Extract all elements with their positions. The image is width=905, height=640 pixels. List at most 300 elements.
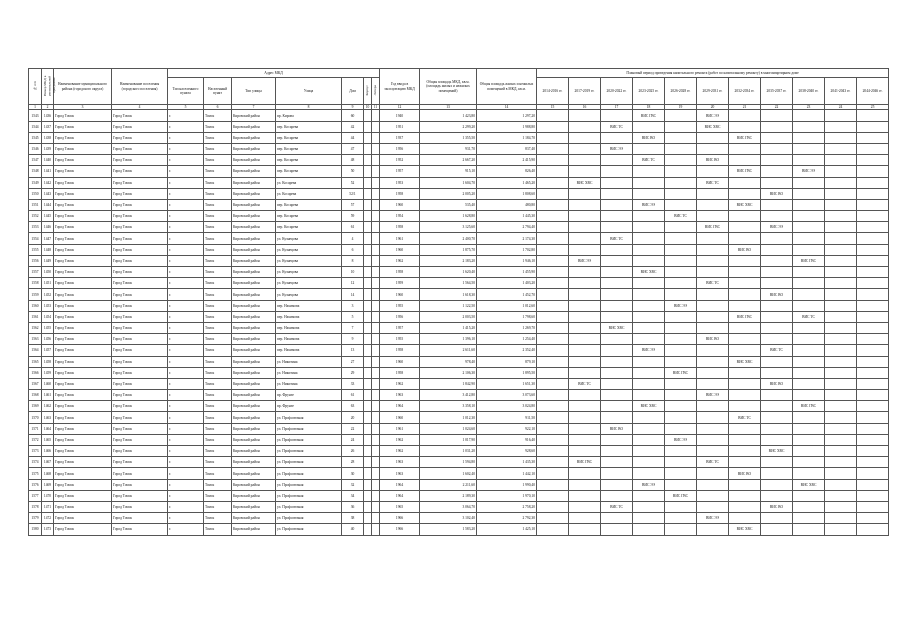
row-settlement: Город Томск <box>112 501 168 512</box>
row-street-type: Кировский район <box>232 367 276 378</box>
row-period-works <box>793 490 825 501</box>
row-korpus <box>364 311 372 322</box>
column-number: 25 <box>857 105 889 110</box>
row-house: 12 <box>342 278 364 289</box>
row-area: 1 355,50 <box>420 132 477 143</box>
row-period-works <box>857 412 889 423</box>
row-period-works: ВИС ЭЭ <box>633 345 665 356</box>
row-period-works <box>633 457 665 468</box>
row-street: ул. Профсоюзная <box>276 457 342 468</box>
row-number: 1560 <box>29 300 42 311</box>
row-korpus <box>364 378 372 389</box>
row-reg-number: 1459 <box>42 367 54 378</box>
row-year: 1960 <box>380 356 420 367</box>
table-row <box>29 211 889 222</box>
table-row <box>29 513 889 524</box>
row-period-works <box>633 188 665 199</box>
row-place-type: г. <box>168 155 204 166</box>
row-reg-number: 1442 <box>42 177 54 188</box>
row-period-works <box>665 244 697 255</box>
row-place: Томск <box>204 132 232 143</box>
row-municipality: Город Томск <box>54 390 112 401</box>
row-street-type: Кировский район <box>232 378 276 389</box>
row-municipality: Город Томск <box>54 334 112 345</box>
row-place: Томск <box>204 110 232 121</box>
row-period-works <box>697 345 729 356</box>
row-period-works <box>537 501 569 512</box>
row-period-works <box>665 390 697 401</box>
row-area: 2 183,20 <box>420 255 477 266</box>
row-settlement: Город Томск <box>112 412 168 423</box>
table-row <box>29 143 889 154</box>
row-place: Томск <box>204 490 232 501</box>
row-period-works <box>857 468 889 479</box>
row-period-works <box>729 390 761 401</box>
row-area: 1 122,50 <box>420 300 477 311</box>
row-period-works <box>825 300 857 311</box>
row-period-works: ВИС ВО <box>697 334 729 345</box>
row-street: ул. Кузнецова <box>276 267 342 278</box>
row-municipality: Город Томск <box>54 267 112 278</box>
row-period-works <box>825 367 857 378</box>
row-rooms-area: 3 024,80 <box>477 401 537 412</box>
row-street-type: Кировский район <box>232 446 276 457</box>
row-municipality: Город Томск <box>54 244 112 255</box>
row-period-works <box>601 367 633 378</box>
row-rooms-area: 1 946,10 <box>477 255 537 266</box>
row-period-works <box>633 289 665 300</box>
row-year: 1965 <box>380 501 420 512</box>
row-street-type: Кировский район <box>232 132 276 143</box>
row-period-works <box>825 155 857 166</box>
row-settlement: Город Томск <box>112 244 168 255</box>
column-number: 23 <box>793 105 825 110</box>
row-area: 2 106,30 <box>420 367 477 378</box>
row-place-type: г. <box>168 446 204 457</box>
row-place-type: г. <box>168 278 204 289</box>
row-period-works: ВИС ТС <box>761 345 793 356</box>
row-period-works <box>729 367 761 378</box>
row-settlement: Город Томск <box>112 457 168 468</box>
row-litera <box>372 423 380 434</box>
row-litera <box>372 211 380 222</box>
row-period-works <box>665 199 697 210</box>
row-period-works <box>633 423 665 434</box>
period-header: 2020-2022 гг. <box>601 78 633 105</box>
table-row <box>29 233 889 244</box>
row-year: 1961 <box>380 233 420 244</box>
row-period-works: ВИС ГВС <box>729 311 761 322</box>
row-period-works <box>729 490 761 501</box>
row-period-works <box>857 166 889 177</box>
row-period-works <box>729 300 761 311</box>
row-house: 33 <box>342 378 364 389</box>
row-period-works <box>537 524 569 535</box>
row-korpus <box>364 267 372 278</box>
row-period-works <box>825 401 857 412</box>
row-reg-number: 1452 <box>42 289 54 300</box>
row-litera <box>372 233 380 244</box>
column-number: 5 <box>168 105 204 110</box>
row-period-works <box>857 267 889 278</box>
row-period-works <box>633 300 665 311</box>
row-period-works <box>793 390 825 401</box>
row-period-works <box>825 524 857 535</box>
row-period-works <box>601 401 633 412</box>
row-period-works <box>729 345 761 356</box>
row-period-works <box>729 322 761 333</box>
row-period-works: ВИС ТС <box>569 378 601 389</box>
row-rooms-area: 1 455,90 <box>477 267 537 278</box>
row-place-type: г. <box>168 289 204 300</box>
row-place: Томск <box>204 267 232 278</box>
row-period-works <box>537 412 569 423</box>
row-period-works <box>569 132 601 143</box>
row-period-works <box>665 356 697 367</box>
row-period-works <box>569 110 601 121</box>
row-period-works <box>633 166 665 177</box>
row-street-type: Кировский район <box>232 121 276 132</box>
row-street-type: Кировский район <box>232 401 276 412</box>
row-street-type: Кировский район <box>232 289 276 300</box>
row-area: 2 299,20 <box>420 121 477 132</box>
row-litera <box>372 244 380 255</box>
row-period-works <box>825 188 857 199</box>
row-period-works <box>601 434 633 445</box>
column-number: 8 <box>276 105 342 110</box>
row-period-works <box>729 211 761 222</box>
row-place-type: г. <box>168 468 204 479</box>
row-period-works <box>633 177 665 188</box>
row-period-works <box>793 513 825 524</box>
row-period-works <box>537 132 569 143</box>
row-period-works <box>537 390 569 401</box>
row-period-works: ВИС ЭЭ <box>601 143 633 154</box>
row-street-type: Кировский район <box>232 188 276 199</box>
row-litera <box>372 110 380 121</box>
row-period-works <box>569 155 601 166</box>
row-year: 1952 <box>380 155 420 166</box>
row-street: пер. Нахимова <box>276 334 342 345</box>
row-korpus <box>364 166 372 177</box>
row-period-works <box>697 501 729 512</box>
row-litera <box>372 513 380 524</box>
row-street: ул. Кузнецова <box>276 255 342 266</box>
row-period-works <box>633 356 665 367</box>
row-settlement: Город Томск <box>112 423 168 434</box>
row-period-works <box>793 345 825 356</box>
row-number: 1572 <box>29 434 42 445</box>
row-house: 52 <box>342 177 364 188</box>
row-municipality: Город Томск <box>54 177 112 188</box>
row-litera <box>372 501 380 512</box>
row-period-works <box>857 401 889 412</box>
row-rooms-area: 1 254,40 <box>477 334 537 345</box>
row-reg-number: 1439 <box>42 143 54 154</box>
table-row <box>29 121 889 132</box>
row-reg-number: 1467 <box>42 457 54 468</box>
row-street: ул. Профсоюзная <box>276 412 342 423</box>
row-period-works: ВИС ВО <box>601 423 633 434</box>
row-period-works <box>825 378 857 389</box>
row-house: 14 <box>342 289 364 300</box>
row-number: 1577 <box>29 490 42 501</box>
row-year: 1955 <box>380 334 420 345</box>
row-street: пер. Косарева <box>276 132 342 143</box>
row-period-works <box>537 188 569 199</box>
period-header: 2038-2040 гг. <box>793 78 825 105</box>
row-place: Томск <box>204 322 232 333</box>
row-house: 26 <box>342 446 364 457</box>
row-house: 8 <box>342 255 364 266</box>
row-period-works <box>569 501 601 512</box>
row-period-works: ВИС ХВС <box>601 322 633 333</box>
row-place-type: г. <box>168 233 204 244</box>
row-period-works: ВИС ВО <box>697 155 729 166</box>
row-area: 1 415,20 <box>420 322 477 333</box>
row-period-works <box>665 267 697 278</box>
row-rooms-area: 1 445,30 <box>477 211 537 222</box>
period-header: 2014-2016 гг. <box>537 78 569 105</box>
row-period-works <box>857 177 889 188</box>
row-year: 1962 <box>380 255 420 266</box>
row-street: пер. Нахимова <box>276 322 342 333</box>
row-period-works <box>761 211 793 222</box>
row-place: Томск <box>204 367 232 378</box>
row-period-works <box>537 345 569 356</box>
row-place: Томск <box>204 356 232 367</box>
row-period-works <box>761 110 793 121</box>
table-row <box>29 132 889 143</box>
row-period-works <box>633 143 665 154</box>
row-municipality: Город Томск <box>54 468 112 479</box>
row-place-type: г. <box>168 121 204 132</box>
row-period-works <box>857 300 889 311</box>
row-period-works <box>857 121 889 132</box>
row-period-works <box>665 188 697 199</box>
row-reg-number: 1473 <box>42 524 54 535</box>
row-period-works <box>569 278 601 289</box>
row-number: 1552 <box>29 211 42 222</box>
row-settlement: Город Томск <box>112 378 168 389</box>
row-house: 5 <box>342 311 364 322</box>
period-header: 2032-2034 гг. <box>729 78 761 105</box>
row-rooms-area: 916,40 <box>477 434 537 445</box>
row-period-works: ВИС ХВС <box>729 356 761 367</box>
row-period-works <box>793 434 825 445</box>
row-period-works: ВИС ВО <box>761 289 793 300</box>
row-period-works <box>729 222 761 233</box>
row-street-type: Кировский район <box>232 468 276 479</box>
row-reg-number: 1447 <box>42 233 54 244</box>
row-area: 978,40 <box>420 356 477 367</box>
row-place: Томск <box>204 143 232 154</box>
row-place: Томск <box>204 199 232 210</box>
row-year: 1962 <box>380 434 420 445</box>
row-street: ул. Профсоюзная <box>276 446 342 457</box>
row-place: Томск <box>204 311 232 322</box>
row-korpus <box>364 199 372 210</box>
row-house: 50 <box>342 166 364 177</box>
row-year: 1966 <box>380 513 420 524</box>
row-street: ул. Профсоюзная <box>276 524 342 535</box>
row-period-works <box>601 524 633 535</box>
row-area: 1 628,80 <box>420 211 477 222</box>
row-street-type: Кировский район <box>232 244 276 255</box>
row-rooms-area: 1 798,60 <box>477 311 537 322</box>
row-period-works: ВИС ЭЭ <box>793 166 825 177</box>
row-period-works <box>537 110 569 121</box>
row-area: 2 005,20 <box>420 188 477 199</box>
row-period-works <box>857 513 889 524</box>
table-row <box>29 278 889 289</box>
row-street-type: Кировский район <box>232 501 276 512</box>
row-settlement: Город Томск <box>112 334 168 345</box>
row-area: 1 618,30 <box>420 289 477 300</box>
row-municipality: Город Томск <box>54 222 112 233</box>
row-house: 13 <box>342 345 364 356</box>
row-period-works <box>537 311 569 322</box>
row-period-works: ВИС ТС <box>697 278 729 289</box>
row-period-works <box>825 513 857 524</box>
table-row <box>29 222 889 233</box>
row-rooms-area: 1 988,80 <box>477 121 537 132</box>
row-place: Томск <box>204 345 232 356</box>
row-litera <box>372 155 380 166</box>
row-period-works <box>537 401 569 412</box>
table-row <box>29 289 889 300</box>
row-reg-number: 1456 <box>42 334 54 345</box>
row-place-type: г. <box>168 423 204 434</box>
row-settlement: Город Томск <box>112 311 168 322</box>
row-street-type: Кировский район <box>232 513 276 524</box>
row-korpus <box>364 155 372 166</box>
period-header: 2041-2043 гг. <box>825 78 857 105</box>
row-period-works <box>665 524 697 535</box>
col-korpus-header: Корпус <box>364 78 372 105</box>
row-area: 1 583,20 <box>420 524 477 535</box>
row-period-works <box>793 356 825 367</box>
row-settlement: Город Томск <box>112 121 168 132</box>
row-period-works <box>825 132 857 143</box>
row-municipality: Город Томск <box>54 446 112 457</box>
row-period-works <box>729 289 761 300</box>
row-number: 1551 <box>29 199 42 210</box>
row-period-works <box>825 356 857 367</box>
row-period-works <box>825 222 857 233</box>
row-period-works <box>697 255 729 266</box>
row-period-works <box>601 334 633 345</box>
row-period-works <box>761 199 793 210</box>
row-reg-number: 1469 <box>42 479 54 490</box>
row-period-works <box>857 244 889 255</box>
row-period-works <box>697 233 729 244</box>
row-litera <box>372 356 380 367</box>
row-municipality: Город Томск <box>54 501 112 512</box>
row-period-works <box>569 367 601 378</box>
col-street-header: Улица <box>276 78 342 105</box>
row-period-works <box>601 479 633 490</box>
row-street: пер. Нахимова <box>276 311 342 322</box>
row-place: Томск <box>204 412 232 423</box>
row-period-works <box>825 211 857 222</box>
row-street-type: Кировский район <box>232 457 276 468</box>
table-row <box>29 468 889 479</box>
row-period-works: ВИС ХВС <box>729 524 761 535</box>
row-number: 1553 <box>29 222 42 233</box>
row-period-works <box>729 334 761 345</box>
row-period-works <box>665 412 697 423</box>
row-area: 1 594,80 <box>420 457 477 468</box>
row-place-type: г. <box>168 378 204 389</box>
row-number: 1543 <box>29 110 42 121</box>
row-period-works <box>601 255 633 266</box>
row-period-works <box>825 143 857 154</box>
row-litera <box>372 378 380 389</box>
row-period-works <box>857 110 889 121</box>
row-period-works <box>857 501 889 512</box>
row-period-works <box>697 143 729 154</box>
row-period-works <box>825 446 857 457</box>
row-street-type: Кировский район <box>232 356 276 367</box>
row-korpus <box>364 255 372 266</box>
row-reg-number: 1465 <box>42 434 54 445</box>
row-period-works <box>665 401 697 412</box>
row-period-works <box>761 334 793 345</box>
table-body <box>29 110 889 535</box>
row-street-type: Кировский район <box>232 300 276 311</box>
row-period-works: ВИС ЭЭ <box>569 255 601 266</box>
row-reg-number: 1455 <box>42 322 54 333</box>
table-row <box>29 166 889 177</box>
row-place: Томск <box>204 177 232 188</box>
row-number: 1549 <box>29 177 42 188</box>
row-period-works <box>857 446 889 457</box>
row-settlement: Город Томск <box>112 401 168 412</box>
row-number: 1555 <box>29 244 42 255</box>
row-house: 29 <box>342 367 364 378</box>
row-reg-number: 1448 <box>42 244 54 255</box>
row-reg-number: 1468 <box>42 468 54 479</box>
row-area: 1 620,40 <box>420 267 477 278</box>
row-year: 1966 <box>380 524 420 535</box>
row-settlement: Город Томск <box>112 322 168 333</box>
row-rooms-area: 1 452,70 <box>477 289 537 300</box>
row-period-works: ВИС ГВС <box>665 367 697 378</box>
row-period-works <box>697 211 729 222</box>
row-period-works <box>697 446 729 457</box>
row-period-works <box>569 434 601 445</box>
row-area: 3 064,70 <box>420 501 477 512</box>
row-period-works <box>825 479 857 490</box>
row-place: Томск <box>204 255 232 266</box>
row-litera <box>372 311 380 322</box>
table-row <box>29 267 889 278</box>
row-period-works <box>793 300 825 311</box>
row-litera <box>372 278 380 289</box>
column-number: 2 <box>42 105 54 110</box>
column-number: 9 <box>342 105 364 110</box>
row-period-works <box>601 390 633 401</box>
column-number: 14 <box>477 105 537 110</box>
row-period-works <box>537 143 569 154</box>
row-litera <box>372 434 380 445</box>
row-municipality: Город Томск <box>54 289 112 300</box>
row-municipality: Город Томск <box>54 121 112 132</box>
row-period-works: ВИС ЭЭ <box>665 300 697 311</box>
row-period-works <box>569 267 601 278</box>
row-period-works <box>857 322 889 333</box>
